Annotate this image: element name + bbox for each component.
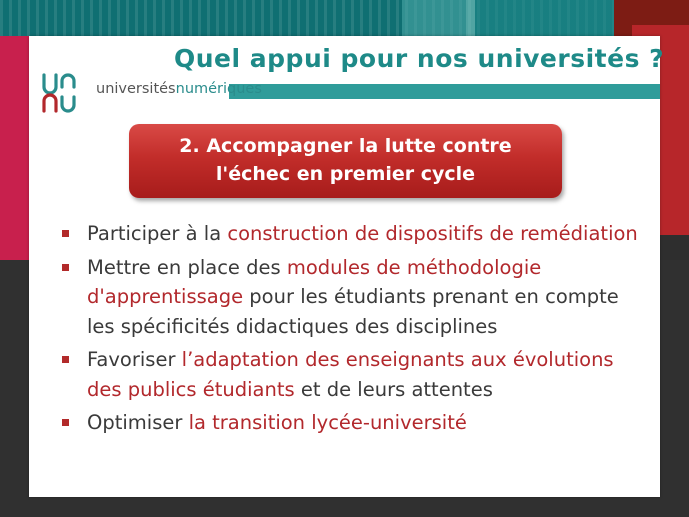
bullet-highlight: la transition lycée-université [188, 411, 467, 434]
list-item [57, 345, 647, 404]
bullet-text: Mettre en place des [87, 255, 287, 279]
logo [40, 71, 270, 111]
bullet-list [57, 219, 647, 442]
logo-icon [40, 71, 86, 115]
bullet-square-icon [62, 419, 69, 426]
bullet-highlight: l’adaptation des enseignants aux évolutions des publics étudiants [87, 348, 614, 401]
slide-title: Quel appui pour nos universités ? [174, 44, 665, 73]
logo-text [96, 81, 262, 97]
slide-card [29, 36, 665, 497]
bullet-highlight: construction de dispositifs de remédiation [227, 222, 638, 245]
logo-text-universites: universités [96, 81, 176, 97]
bullet-text: Optimiser [87, 411, 189, 434]
bullet-square-icon [62, 356, 69, 363]
list-item [57, 219, 647, 249]
header-bar [229, 84, 660, 99]
list-item [57, 408, 647, 438]
bullet-text: Participer à la [87, 222, 228, 245]
bullet-highlight: modules de méthodologie d'apprentissage [87, 255, 542, 308]
bullet-text-end: pour les étudiants prenant en compte les spécificités didactiques des disciplines [87, 285, 619, 338]
banner-line-1: 2. Accompagner la lutte contre [179, 135, 512, 157]
bullet-text: Favoriser [87, 348, 182, 371]
section-banner [129, 124, 562, 198]
logo-text-numeriques: numériques [175, 81, 262, 97]
banner-line-2: l'échec en premier cycle [215, 163, 476, 185]
bullet-text-end: et de leurs attentes [294, 377, 493, 401]
list-item [57, 253, 647, 342]
bullet-square-icon [62, 264, 69, 271]
bullet-square-icon [62, 230, 69, 237]
background-decoration [402, 0, 616, 36]
